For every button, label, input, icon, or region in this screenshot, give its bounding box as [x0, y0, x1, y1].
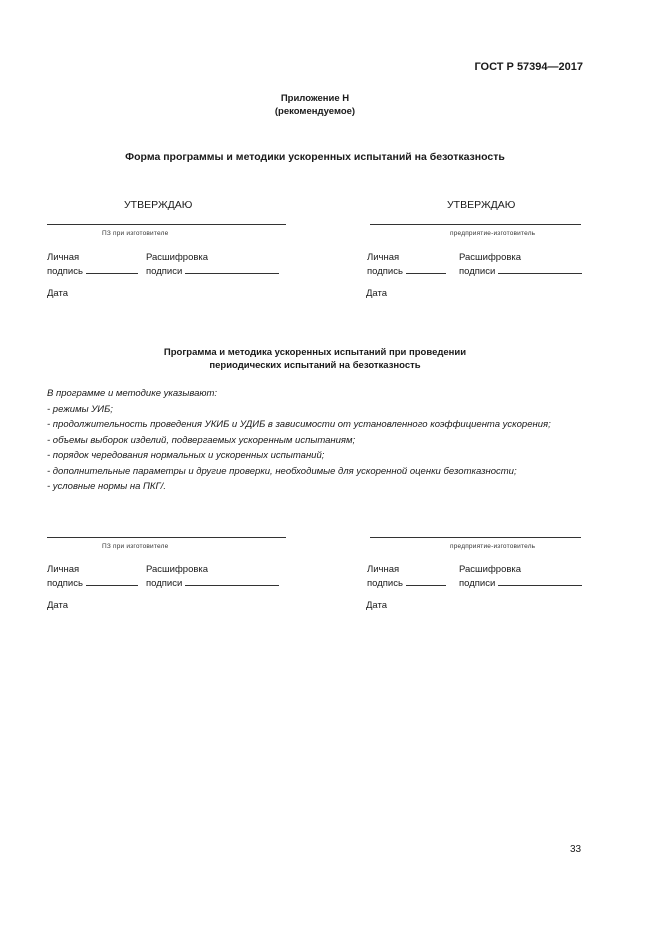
signature-rule-left [47, 537, 286, 538]
date-label: Дата [47, 288, 69, 299]
decoding-line [185, 576, 279, 586]
signature-rule-left [47, 224, 286, 225]
signature-rule-right [370, 224, 581, 225]
decoding-line [498, 264, 582, 274]
appendix-subtitle: (рекомендуемое) [274, 106, 356, 117]
signature-decoding-field: Расшифровка подписи [146, 252, 279, 278]
personal-signature-field: Личная подпись [47, 252, 138, 278]
decoding-line [498, 576, 582, 586]
caption-right: предприятие-изготовитель [450, 230, 536, 237]
list-item: - режимы УИБ; [47, 403, 113, 415]
appendix-heading [0, 92, 630, 118]
approve-label-right: УТВЕРЖДАЮ [447, 199, 516, 211]
signature-decoding-field: Расшифровка подписи [146, 564, 279, 590]
list-item: - объемы выборок изделий, подвергаемых ускоренным испытаниям; [47, 434, 356, 446]
personal-signature-field: Личная подпись [367, 564, 446, 590]
personal-signature-field: Личная подпись [367, 252, 446, 278]
list-item: - условные нормы на ПКГ/. [47, 481, 166, 492]
document-code: ГОСТ Р 57394—2017 [474, 61, 583, 73]
date-label: Дата [366, 288, 388, 299]
date-label: Дата [366, 600, 388, 611]
appendix-title: Приложение Н [280, 93, 350, 104]
caption-left: ПЗ при изготовителе [102, 230, 169, 237]
signature-line [86, 576, 138, 586]
list-item: - порядок чередования нормальных и ускоренных испытаний; [47, 450, 325, 461]
signature-line [86, 264, 138, 274]
instructions-intro: В программе и методике указывают: [47, 388, 218, 399]
date-label: Дата [47, 600, 69, 611]
page-number: 33 [570, 844, 582, 855]
signature-decoding-field: Расшифровка подписи [459, 252, 582, 278]
signature-line [406, 576, 446, 586]
list-item: - продолжительность проведения УКИБ и УДИБ в зависимости от установленного коэффициента ускорения; [47, 419, 551, 430]
approve-label-left: УТВЕРЖДАЮ [124, 199, 193, 211]
signature-decoding-field: Расшифровка подписи [459, 564, 582, 590]
instructions-list [47, 386, 551, 495]
personal-signature-field: Личная подпись [47, 564, 138, 590]
program-title: Программа и методика ускоренных испытаний при проведении периодических испытаний на безотказность [163, 347, 467, 371]
signature-rule-right [370, 537, 581, 538]
form-title: Форма программы и методики ускоренных испытаний на безотказность [125, 151, 505, 163]
decoding-line [185, 264, 279, 274]
signature-line [406, 264, 446, 274]
caption-left: ПЗ при изготовителе [102, 543, 169, 550]
list-item: - дополнительные параметры и другие проверки, необходимые для ускоренной оценки безотказности; [47, 465, 517, 477]
caption-right: предприятие-изготовитель [450, 543, 536, 550]
